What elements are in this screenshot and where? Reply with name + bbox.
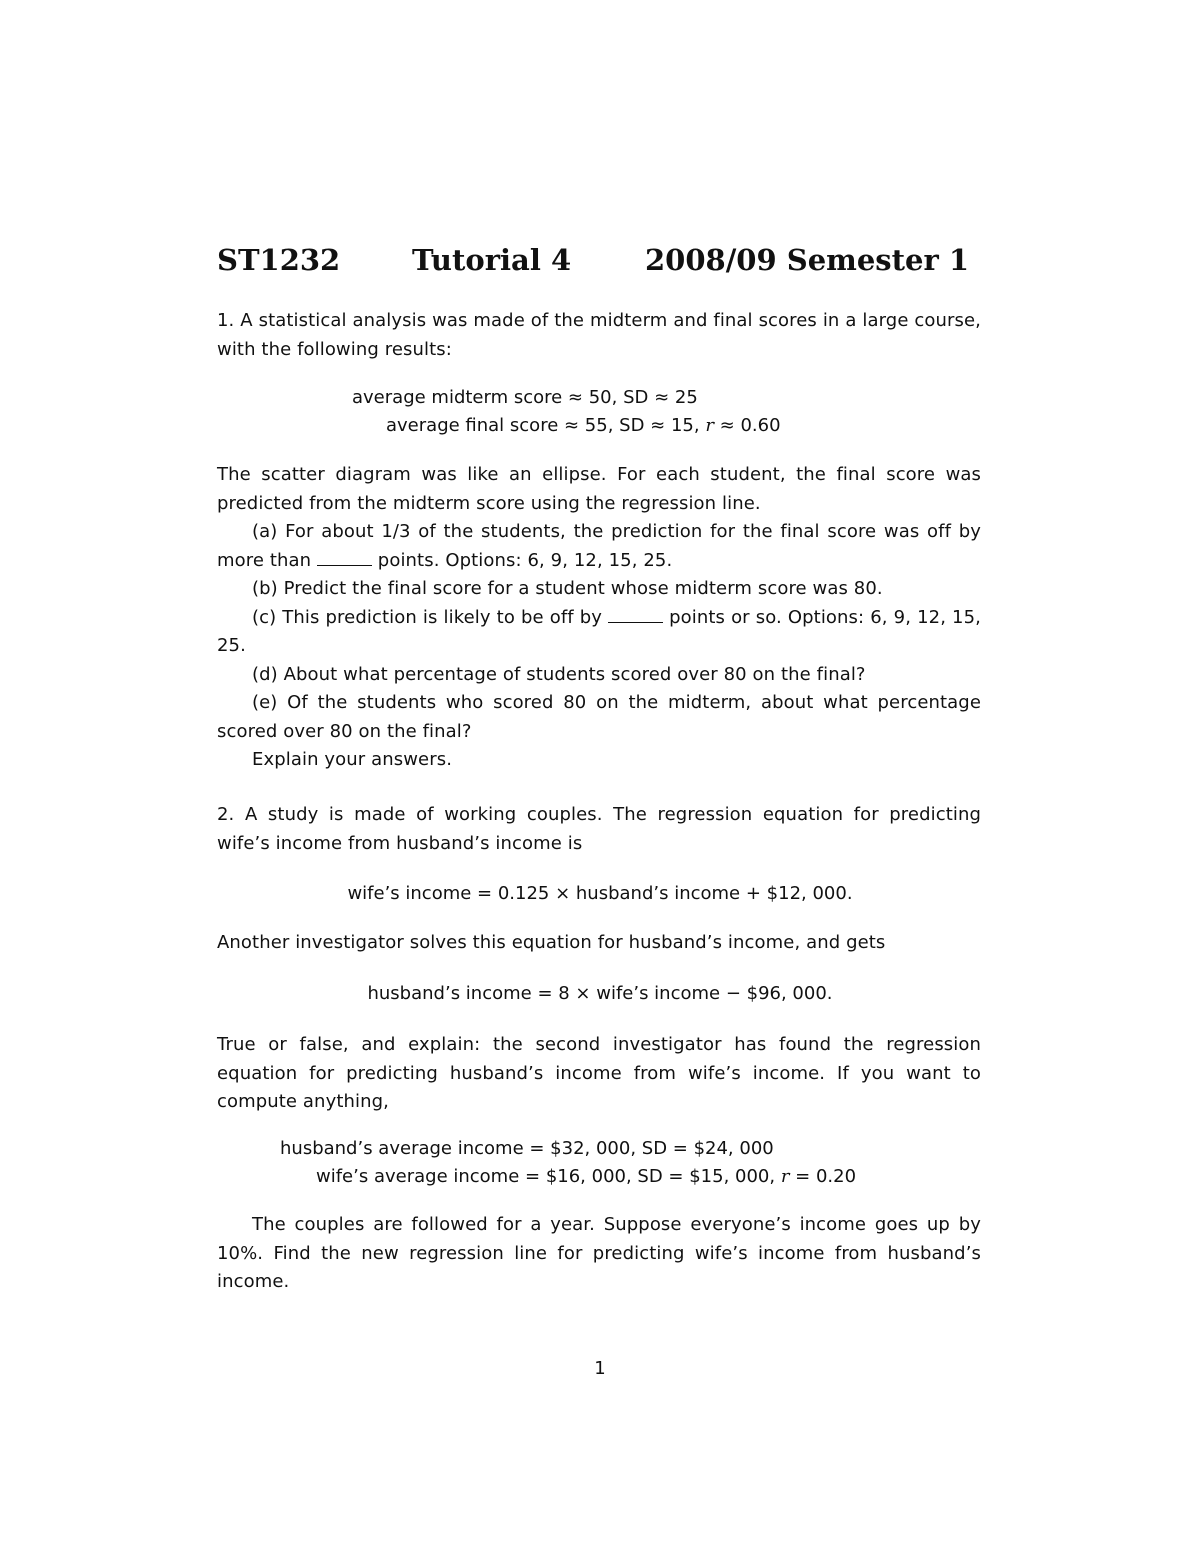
q2-equation-2: husband’s income = 8 × wife’s income − $96, 000. [367, 983, 833, 1004]
semester-label: 2008/09 Semester 1 [645, 243, 970, 277]
q1-scatter-text: The scatter diagram was like an ellipse. For each student, the final score was predicted from the midterm score using the regression line. [217, 464, 981, 514]
q1-part-c-pre: (c) This prediction is likely to be off by [252, 606, 609, 628]
q1-part-c [217, 604, 981, 661]
tutorial-label: Tutorial 4 [412, 243, 572, 277]
q2-couples-text: The couples are followed for a year. Suppose everyone’s income goes up by 10%. Find the new regression line for predicting wife’s income from husband’s income. [217, 1214, 981, 1292]
answer-blank [608, 606, 663, 623]
q1-stats-line2-text: average final score ≈ 55, SD ≈ 15, [386, 415, 706, 436]
q1-part-d: (d) About what percentage of students scored over 80 on the final? [252, 663, 866, 685]
page-title [217, 243, 977, 283]
q2-stats-line2-text: wife’s average income = $16, 000, SD = $15, 000, [316, 1166, 781, 1187]
q1-intro [217, 307, 981, 364]
q2-truefalse [217, 1031, 981, 1117]
q2-another [217, 929, 981, 958]
q1-part-a-pre: (a) For about 1/3 of the students, the prediction for the final score was off by more than [217, 521, 981, 571]
correlation-symbol: r [705, 415, 714, 436]
q1-intro-text: 1. A statistical analysis was made of the midterm and final scores in a large course, with the following results: [217, 310, 981, 360]
q2-correlation-value: = 0.20 [789, 1166, 857, 1187]
answer-blank [317, 549, 372, 566]
q2-truefalse-text: True or false, and explain: the second investigator has found the regression equation for predicting husband’s income from wife’s income. If you want to compute anything, [217, 1034, 981, 1112]
q2-stats-line2 [316, 1163, 856, 1192]
q1-part-c-post: points or so. Options: 6, 9, 12, 15, 25. [217, 606, 981, 656]
q1-correlation-value: ≈ 0.60 [713, 415, 781, 436]
q2-stats-line1: husband’s average income = $32, 000, SD = $24, 000 [280, 1138, 774, 1159]
page-number: 1 [594, 1358, 606, 1379]
q1-part-a [217, 518, 981, 575]
q1-part-a-post: points. Options: 6, 9, 12, 15, 25. [371, 549, 673, 571]
q1-part-b: (b) Predict the final score for a student whose midterm score was 80. [252, 578, 883, 599]
q1-body [217, 461, 981, 775]
correlation-symbol: r [780, 1166, 790, 1187]
q1-part-e: (e) Of the students who scored 80 on the midterm, about what percentage scored over 80 on the final? [217, 692, 981, 742]
q2-intro-text: 2. A study is made of working couples. The regression equation for predicting wife’s income from husband’s income is [217, 804, 981, 854]
q2-equation-1: wife’s income = 0.125 × husband’s income + $12, 000. [347, 883, 853, 904]
course-code: ST1232 [217, 243, 341, 277]
q2-couples [217, 1211, 981, 1297]
q1-stats-line2 [386, 412, 781, 441]
q2-intro [217, 801, 981, 858]
q1-explain: Explain your answers. [252, 749, 453, 770]
q1-stats-line1: average midterm score ≈ 50, SD ≈ 25 [352, 387, 698, 408]
q2-another-text: Another investigator solves this equation for husband’s income, and gets [217, 932, 886, 953]
